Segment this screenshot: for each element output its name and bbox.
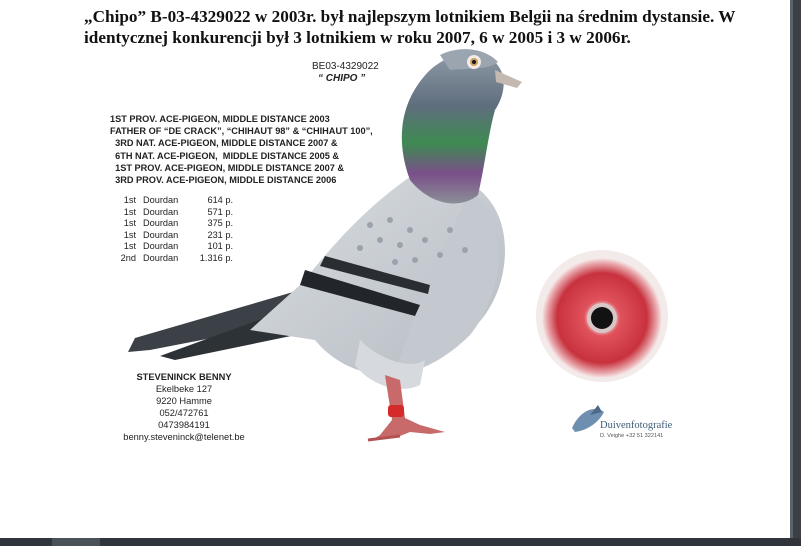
result-row bbox=[110, 253, 233, 265]
result-race: Dourdan bbox=[143, 195, 179, 205]
result-race: Dourdan bbox=[143, 241, 179, 251]
owner-email: benny.steveninck@telenet.be bbox=[123, 432, 245, 442]
viewer-scroll-edge bbox=[790, 0, 801, 538]
title-line: 6TH NAT. ACE-PIGEON, MIDDLE DISTANCE 2005 & bbox=[110, 150, 340, 161]
result-birds: 1.316 p. bbox=[199, 252, 233, 263]
result-row bbox=[110, 207, 233, 219]
result-place: 2nd bbox=[120, 252, 136, 263]
result-race: Dourdan bbox=[143, 206, 179, 217]
result-birds: 231 p. bbox=[207, 229, 233, 240]
result-race: Dourdan bbox=[143, 252, 179, 263]
result-place: 1st bbox=[123, 218, 136, 228]
pigeon-body bbox=[250, 170, 505, 389]
owner-mobile: 0473984191 bbox=[158, 420, 210, 430]
result-place: 1st bbox=[123, 241, 136, 251]
owner-contact bbox=[104, 371, 264, 443]
ring-band bbox=[388, 405, 404, 417]
result-place: 1st bbox=[123, 206, 136, 217]
pigeon-head bbox=[402, 49, 522, 203]
result-race: Dourdan bbox=[143, 218, 179, 228]
ring-number: BE03-4329022 bbox=[312, 61, 379, 72]
result-birds: 101 p. bbox=[207, 241, 233, 251]
result-row bbox=[110, 230, 233, 242]
result-row bbox=[110, 218, 233, 230]
results-table bbox=[110, 195, 233, 264]
result-place: 1st bbox=[123, 195, 136, 205]
photographer-brand: Duivenfotografie bbox=[600, 420, 673, 431]
result-row bbox=[110, 195, 233, 207]
result-place: 1st bbox=[123, 229, 136, 240]
owner-street: Ekelbeke 127 bbox=[155, 384, 213, 394]
owner-name: STEVENINCK BENNY bbox=[136, 372, 232, 382]
result-birds: 375 p. bbox=[207, 218, 233, 228]
result-race: Dourdan bbox=[143, 229, 179, 240]
owner-city: 9220 Hamme bbox=[156, 396, 212, 406]
taskbar-segment[interactable] bbox=[52, 538, 100, 546]
title-line: 1ST PROV. ACE-PIGEON, MIDDLE DISTANCE 2003 bbox=[110, 114, 330, 124]
result-birds: 614 p. bbox=[207, 195, 233, 205]
owner-phone: 052/472761 bbox=[159, 408, 209, 418]
eye-closeup bbox=[536, 250, 668, 382]
viewer-bottom-bar bbox=[0, 538, 801, 546]
result-row bbox=[110, 241, 233, 253]
photographer-credit: D. Veighe +32 51 322141 bbox=[600, 433, 664, 439]
titles-list bbox=[110, 113, 373, 186]
title-line: FATHER OF “DE CRACK”, “CHIHAUT 98” & “CHIHAUT 100”, bbox=[110, 126, 373, 137]
title-line: 3RD PROV. ACE-PIGEON, MIDDLE DISTANCE 2006 bbox=[110, 175, 337, 186]
result-birds: 571 p. bbox=[207, 206, 233, 217]
title-line: 3RD NAT. ACE-PIGEON, MIDDLE DISTANCE 2007 & bbox=[110, 138, 338, 149]
pigeon-name: “ CHIPO ” bbox=[318, 73, 366, 84]
title-line: 1ST PROV. ACE-PIGEON, MIDDLE DISTANCE 2007 & bbox=[110, 162, 344, 173]
page-heading: „Chipo” B-03-4329022 w 2003r. był najlepszym lotnikiem Belgii na średnim dystansie. W identycznej konkurencji był 3 lotnikiem w roku 2007, 6 w 2005 i 3 w 2006r. bbox=[84, 7, 736, 47]
